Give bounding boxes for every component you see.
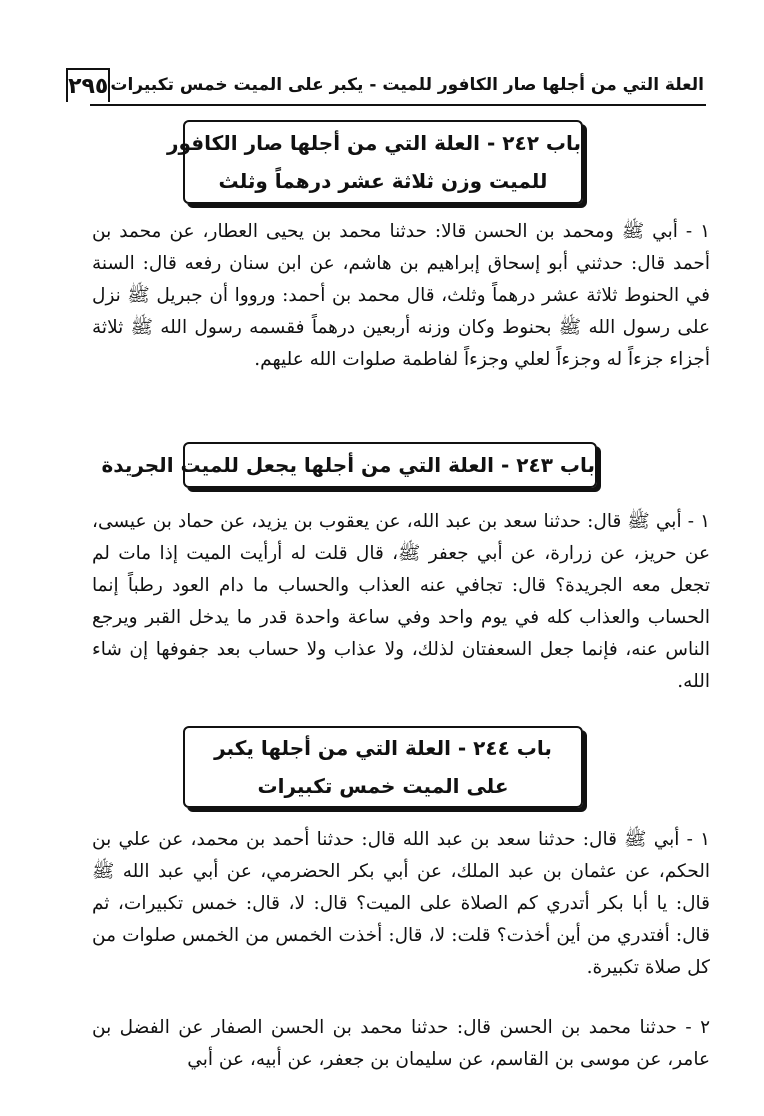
hadith-paragraph: ١ - أبي ﷺ قال: حدثنا سعد بن عبد الله، عن يعقوب بن يزيد، عن حماد بن عيسى، عن حريز، عن زرارة، عن أبي جعفر ﷺ، قال قلت له أرأيت الميت إذا مات لم تجعل معه الجريدة؟ قال: تجافي عنه العذاب والحساب ما دام العود رطباً إنما الحساب والعذاب كله في يوم واحد وفي ساعة واحدة قدر ما يدخل القبر ويرجع الناس عنه، فإنما جعل السعفتان لذلك، ولا عذاب ولا حساب بعد جفوفها إن شاء الله. (92, 511, 710, 692)
chapter-title-line: للميت وزن ثلاثة عشر درهماً وثلث (218, 169, 548, 193)
hadith-paragraph: ٢ - حدثنا محمد بن الحسن قال: حدثنا محمد بن الحسن الصفار عن الفضل بن عامر، عن موسى بن القاسم، عن سليمان بن جعفر، عن أبيه، عن أبي (92, 1017, 710, 1070)
running-title: العلة التي من أجلها صار الكافور للميت - يكبر على الميت خمس تكبيرات (110, 75, 704, 95)
running-header (68, 66, 706, 106)
page-number: ٢٩٥ (66, 68, 110, 102)
chapter-title-line: على الميت خمس تكبيرات (257, 774, 509, 798)
chapter-title-line: باب ٢٤٣ - العلة التي من أجلها يجعل للميت الجريدة (101, 453, 595, 477)
chapter-title-line: باب ٢٤٢ - العلة التي من أجلها صار الكافور (166, 131, 581, 155)
chapter-heading-244 (183, 726, 583, 808)
chapter-title-line: باب ٢٤٤ - العلة التي من أجلها يكبر (214, 736, 552, 760)
hadith-paragraph: ١ - أبي ﷺ ومحمد بن الحسن قالا: حدثنا محمد بن يحيى العطار، عن محمد بن أحمد قال: حدثني أبو إسحاق إبراهيم بن هاشم، عن ابن سنان رفعه قال: السنة في الحنوط ثلاثة عشر درهماً وثلث، قال محمد بن أحمد: ورووا أن جبريل ﷺ نزل على رسول الله ﷺ بحنوط وكان وزنه أربعين درهماً فقسمه رسول الله ﷺ ثلاثة أجزاء جزءاً له وجزءاً لعلي وجزءاً لفاطمة صلوات الله عليهم. (92, 221, 710, 370)
hadith-paragraph: ١ - أبي ﷺ قال: حدثنا سعد بن عبد الله قال: حدثنا أحمد بن محمد، عن علي بن الحكم، عن عثمان بن عبد الملك، عن أبي بكر الحضرمي، عن أبي عبد الله ﷺ قال: يا أبا بكر أتدري كم الصلاة على الميت؟ قال: لا، قال: خمس تكبيرات، ثم قال: أفتدري من أين أخذت؟ قلت: لا، قال: أخذت الخمس من الخمس صلوات من كل صلاة تكبيرة. (92, 829, 710, 978)
chapter-heading-242 (166, 120, 583, 204)
chapter-heading-243 (101, 442, 597, 488)
